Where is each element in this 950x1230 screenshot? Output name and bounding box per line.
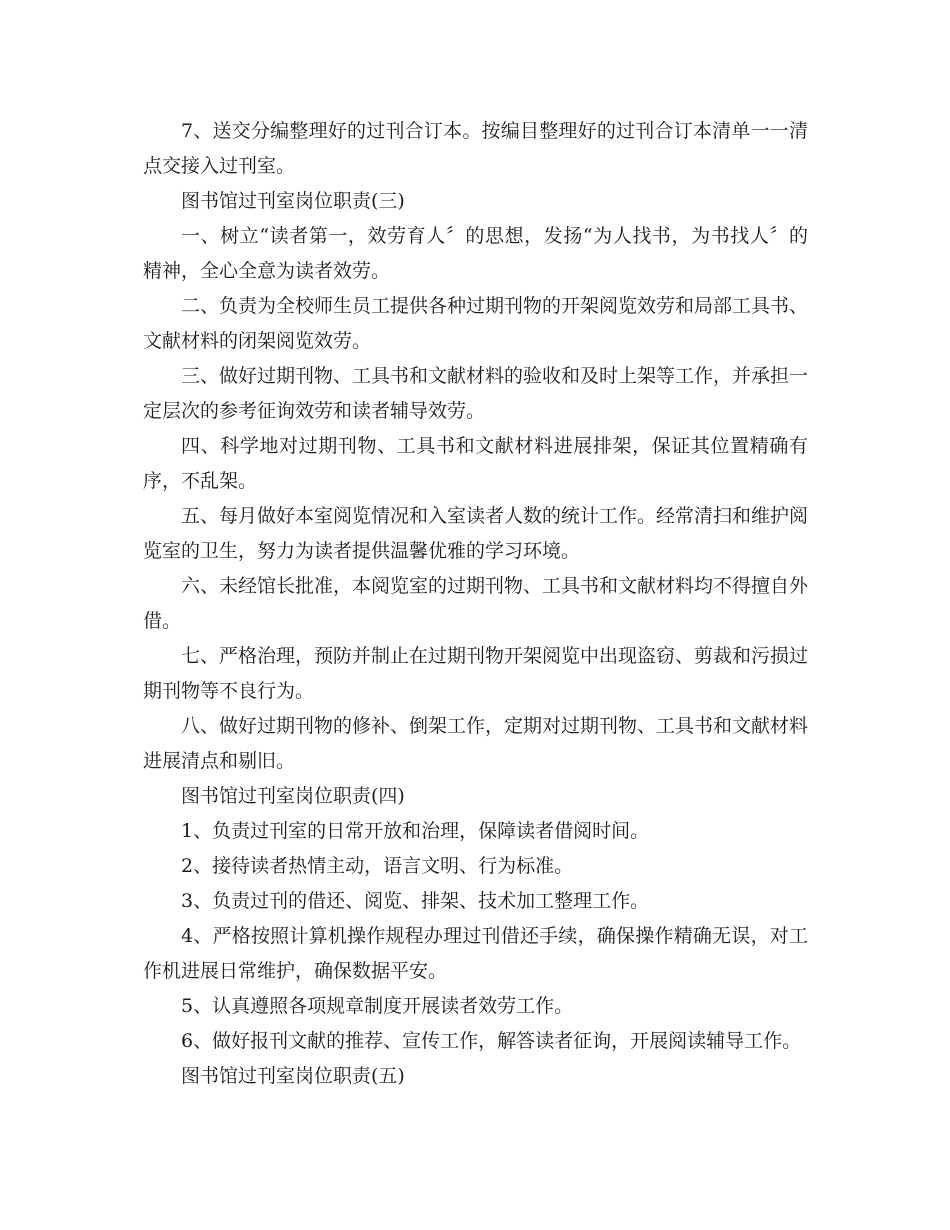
paragraph: 七、严格治理，预防并制止在过期刊物开架阅览中出现盗窃、剪裁和污损过期刊物等不良行为。 <box>143 645 809 702</box>
paragraph: 一、树立“读者第一，效劳育人〞的思想，发扬“为人找书，为书找人〞的精神，全心全意为读者效劳。 <box>143 225 808 282</box>
paragraph: 五、每月做好本室阅览情况和入室读者人数的统计工作。经常清扫和维护阅览室的卫生，努力为读者提供温馨优雅的学习环境。 <box>143 505 809 562</box>
paragraph: 1、负责过刊室的日常开放和治理，保障读者借阅时间。 <box>181 820 650 842</box>
paragraph: 4、严格按照计算机操作规程办理过刊借还手续，确保操作精确无误，对工作机进展日常维护，确保数据平安。 <box>143 925 808 982</box>
document-body <box>143 114 808 1094</box>
paragraph: 四、科学地对过期刊物、工具书和文献材料进展排架，保证其位置精确有序，不乱架。 <box>143 435 808 492</box>
section-heading: 图书馆过刊室岗位职责(五) <box>181 1065 405 1087</box>
paragraph: 三、做好过期刊物、工具书和文献材料的验收和及时上架等工作，并承担一定层次的参考征询效劳和读者辅导效劳。 <box>143 365 809 422</box>
paragraph: 二、负责为全校师生员工提供各种过期刊物的开架阅览效劳和局部工具书、文献材料的闭架阅览效劳。 <box>143 295 809 352</box>
paragraph: 5、认真遵照各项规章制度开展读者效劳工作。 <box>181 995 574 1017</box>
paragraph: 六、未经馆长批准，本阅览室的过期刊物、工具书和文献材料均不得擅自外借。 <box>143 575 809 632</box>
paragraph: 7、送交分编整理好的过刊合订本。按编目整理好的过刊合订本清单一一清点交接入过刊室。 <box>143 120 808 177</box>
section-heading: 图书馆过刊室岗位职责(四) <box>181 785 405 807</box>
paragraph: 2、接待读者热情主动，语言文明、行为标准。 <box>181 855 574 877</box>
paragraph: 6、做好报刊文献的推荐、宣传工作，解答读者征询，开展阅读辅导工作。 <box>181 1030 802 1052</box>
paragraph: 八、做好过期刊物的修补、倒架工作，定期对过期刊物、工具书和文献材料进展清点和剔旧。 <box>143 715 809 772</box>
section-heading: 图书馆过刊室岗位职责(三) <box>181 190 405 212</box>
paragraph: 3、负责过刊的借还、阅览、排架、技术加工整理工作。 <box>181 890 650 912</box>
